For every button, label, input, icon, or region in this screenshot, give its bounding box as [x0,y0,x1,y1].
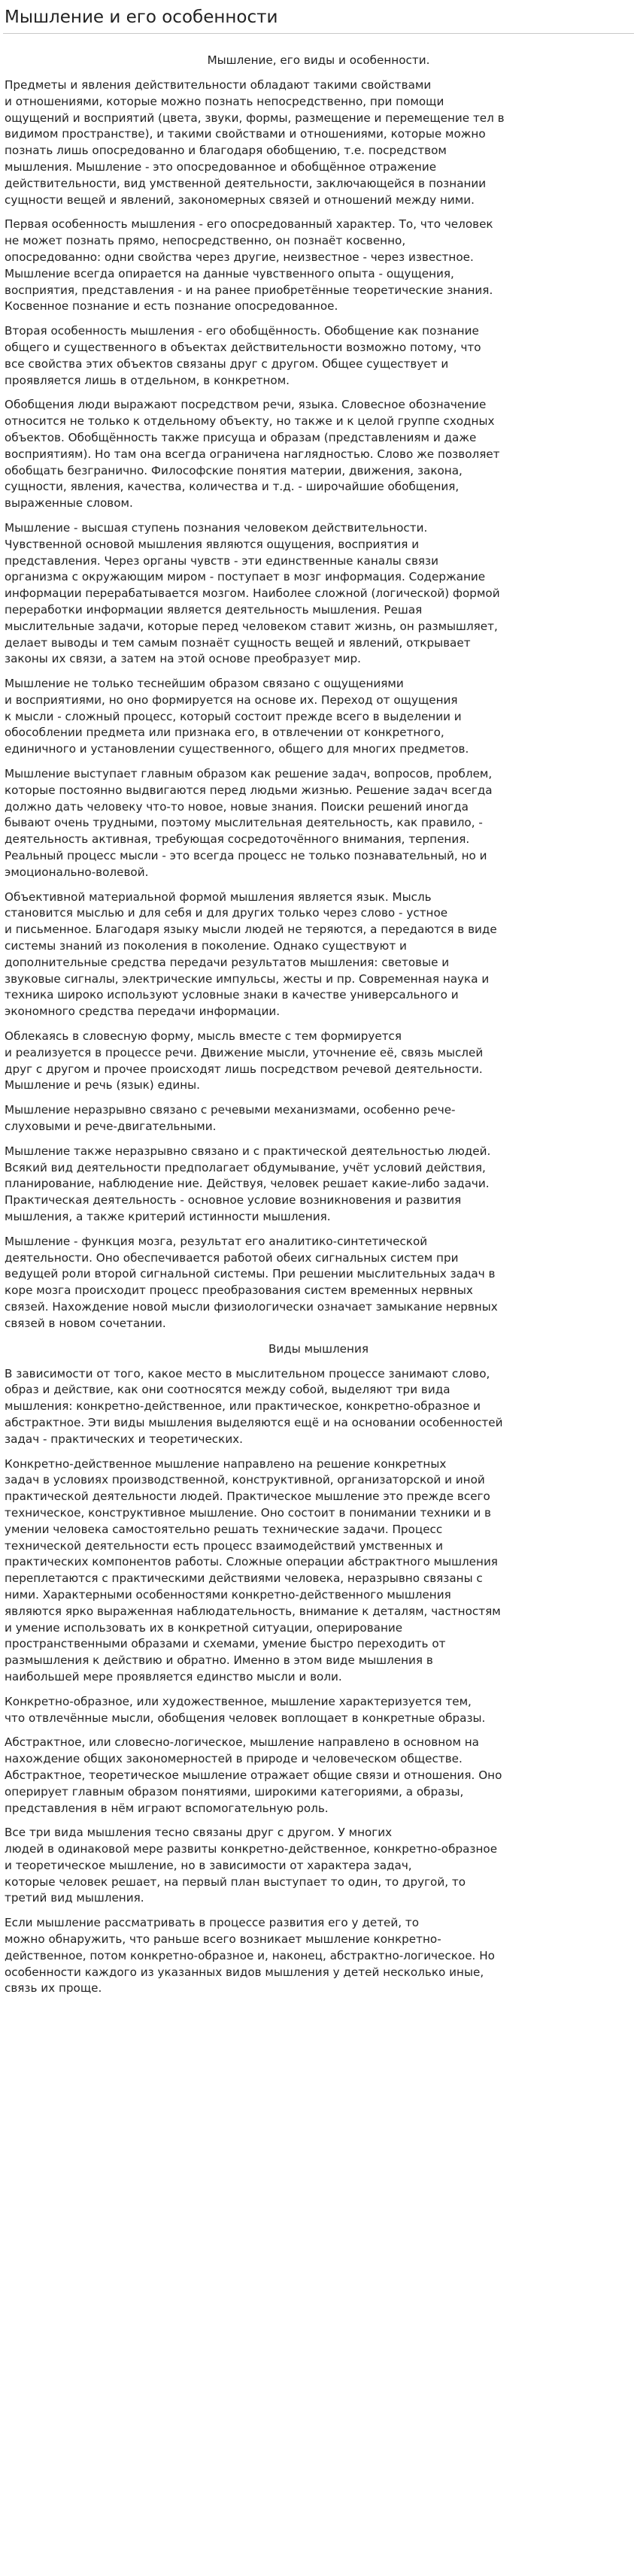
paragraph: Вторая особенность мышления - его обобщённость. Обобщение как познание общего и существенного в объектах действительности возможно потому, что все свойства этих объектов связаны друг с другом. Общее существует и проявляется лишь в отдельном, в конкретном. [5,324,481,387]
paragraph: Мышление неразрывно связано с речевыми механизмами, особенно рече- слуховыми и рече-двигательными. [5,1103,456,1134]
title-divider [3,33,634,34]
section-heading: Мышление, его виды и особенности. [207,53,430,67]
section-thinking-types [3,1341,634,1998]
page-title: Мышление и его особенности [5,8,278,27]
paragraph: Объективной материальной формой мышления является язык. Мысль становится мыслью и для себя и для других только через слово - устное и письменное. Благодаря языку мысли людей не теряются, а передаются в виде системы знаний из поколения в поколение. Однако существуют и дополнительные средства передачи результатов мышления: световые и звуковые сигналы, электрические импульсы, жесты и пр. Современная наука и техника широко используют условные знаки в качестве универсального и экономного средства передачи информации. [5,889,497,1019]
paragraph: Абстрактное, или словесно-логическое, мышление направлено в основном на нахождение общих закономерностей в природе и человеческом обществе. Абстрактное, теоретическое мышление отражает общие связи и отношения. Оно оперирует главным образом понятиями, широкими категориями, а образы, представления в нём играют вспомогательную роль. [5,1735,502,1815]
paragraph: В зависимости от того, какое место в мыслительном процессе занимают слово, образ и действие, как они соотносятся между собой, выделяют три вида мышления: конкретно-действенное, или практическое, конкретно-образное и абстрактное. Эти виды мышления выделяются ещё и на основании особенностей задач - практических и теоретических. [5,1366,503,1446]
paragraph: Предметы и явления действительности обладают такими свойствами и отношениями, которые можно познать непосредственно, при помощи ощущений и восприятий (цвета, звуки, формы, размещение и перемещение тел в видимом пространстве), и такими свойствами и отношениями, которые можно познать лишь опосредованно и благодаря обобщению, т.е. посредством мышления. Мышление - это опосредованное и обобщённое отражение действительности, вид умственной деятельности, заключающейся в познании сущности вещей и явлений, закономерных связей и отношений между ними. [5,78,505,207]
paragraph: Если мышление рассматривать в процессе развития его у детей, то можно обнаружить, что раньше всего возникает мышление конкретно- действенное, потом конкретно-образное и, наконец, абстрактно-логическое. Но особенности каждого из указанных видов мышления у детей несколько иные, связь их проще. [5,1916,495,1996]
paragraph: Все три вида мышления тесно связаны друг с другом. У многих людей в одинаковой мере развиты конкретно-действенное, конкретно-образное и теоретическое мышление, но в зависимости от характера задач, которые человек решает, на первый план выступает то один, то другой, то третий вид мышления. [5,1826,498,1905]
paragraph: Конкретно-действенное мышление направлено на решение конкретных задач в условиях производственной, конструктивной, организаторской и иной практической деятельности людей. Практическое мышление это прежде всего техническое, конструктивное мышление. Оно состоит в понимании техники и в умении человека самостоятельно решать технические задачи. Процесс технической деятельности есть процесс взаимодействий умственных и практических компонентов работы. Сложные операции абстрактного мышления переплетаются с практическими действиями человека, неразрывно связаны с ними. Характерными особенностями конкретно-действенного мышления являются ярко выраженная наблюдательность, внимание к деталям, частностям и умение использовать их в конкретной ситуации, оперирование пространственными образами и схемами, умение быстро переходить от размышления к действию и обратно. Именно в этом виде мышления в наибольшей мере проявляется единство мысли и воли. [5,1456,501,1683]
paragraph: Мышление также неразрывно связано и с практической деятельностью людей. Всякий вид деятельности предполагает обдумывание, учёт условий действия, планирование, наблюдение ние. Действуя, человек решает какие-либо задачи. Практическая деятельность - основное условие возникновения и развития мышления, а также критерий истинности мышления. [5,1144,491,1223]
paragraph: Обобщения люди выражают посредством речи, языка. Словесное обозначение относится не только к отдельному объекту, но также и к целой группе сходных объектов. Обобщённость также присуща и образам (представлениям и даже восприятиям). Но там она всегда ограничена наглядностью. Слово же позволяет обобщать безгранично. Философские понятия материи, движения, закона, сущности, явления, качества, количества и т.д. - широчайшие обобщения, выраженные словом. [5,398,500,511]
paragraph: Мышление выступает главным образом как решение задач, вопросов, проблем, которые постоянно выдвигаются перед людьми жизнью. Решение задач всегда должно дать человеку что-то новое, новые знания. Поиски решений иногда бывают очень трудными, поэтому мыслительная деятельность, как правило, - деятельность активная, требующая сосредоточённого внимания, терпения. Реальный процесс мысли - это всегда процесс не только познавательный, но и эмоционально-волевой. [5,767,493,879]
paragraph: Конкретно-образное, или художественное, мышление характеризуется тем, что отвлечённые мысли, обобщения человек воплощает в конкретные образы. [5,1694,486,1725]
paragraph: Мышление не только теснейшим образом связано с ощущениями и восприятиями, но оно формируется на основе их. Переход от ощущения к мысли - сложный процесс, который состоит прежде всего в выделении и обособлении предмета или признака его, в отвлечении от конкретного, единичного и установлении существенного, общего для многих предметов. [5,677,469,756]
paragraph: Мышление - функция мозга, результат его аналитико-синтетической деятельности. Оно обеспечивается работой обеих сигнальных систем при ведущей роли второй сигнальной системы. При решении мыслительных задач в коре мозга происходит процесс преобразования систем временных нервных связей. Нахождение новой мысли физиологически означает замыкание нервных связей в новом сочетании. [5,1234,498,1330]
paragraph: Облекаясь в словесную форму, мысль вместе с тем формируется и реализуется в процессе речи. Движение мысли, уточнение её, связь мыслей друг с другом и прочее происходят лишь посредством речевой деятельности. Мышление и речь (язык) едины. [5,1029,484,1093]
section-thinking-features [3,52,634,1332]
paragraph: Мышление - высшая ступень познания человеком действительности. Чувственной основой мышления являются ощущения, восприятия и представления. Через органы чувств - эти единственные каналы связи организма с окружающим миром - поступает в мозг информация. Содержание информации перерабатывается мозгом. Наиболее сложной (логической) формой переработки информации является деятельность мышления. Решая мыслительные задачи, которые перед человеком ставит жизнь, он размышляет, делает выводы и тем самым познаёт сущность вещей и явлений, открывает законы их связи, а затем на этой основе преобразует мир. [5,520,500,666]
section-heading: Виды мышления [268,1341,369,1356]
paragraph: Первая особенность мышления - его опосредованный характер. То, что человек не может познать прямо, непосредственно, он познаёт косвенно, опосредованно: одни свойства через другие, неизвестное - через известное. Мышление всегда опирается на данные чувственного опыта - ощущения, восприятия, представления - и на ранее приобретённые теоретические знания. Косвенное познание и есть познание опосредованное. [5,217,493,314]
